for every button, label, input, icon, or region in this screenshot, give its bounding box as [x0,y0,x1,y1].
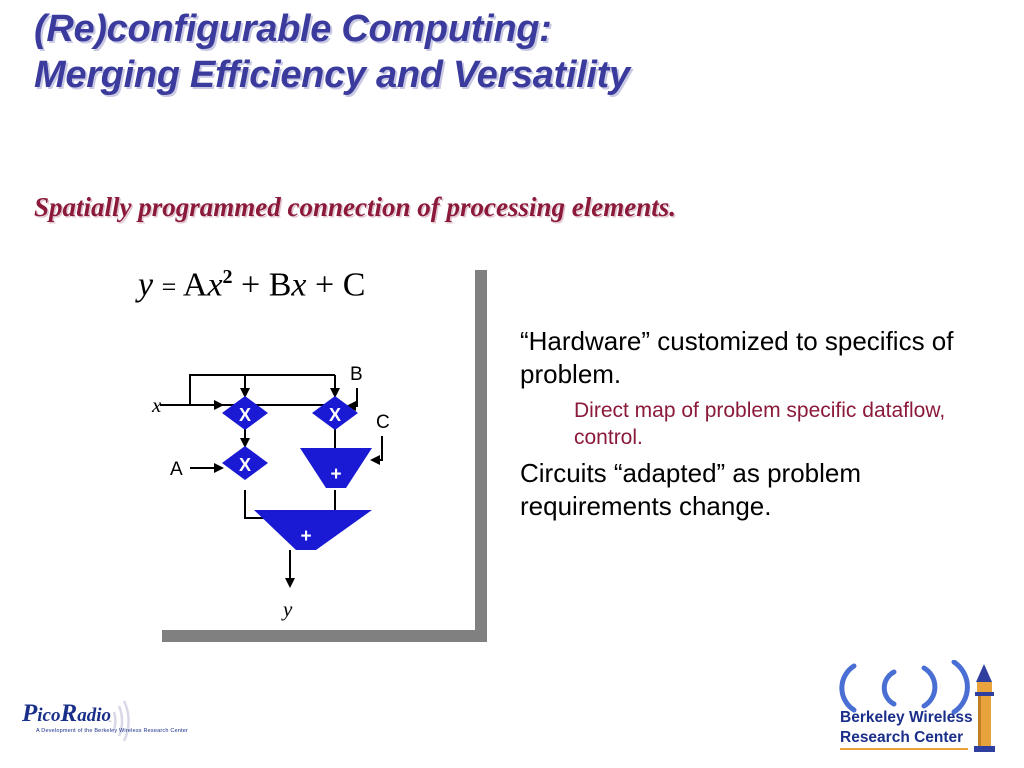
page-title-line1: (Re)configurable Computing: [34,8,552,50]
bullet-item-2: Direct map of problem specific dataflow, control. [574,399,946,449]
equation-term-b-coeff: B [268,266,292,304]
campanile-icon [974,664,995,752]
equation [138,266,478,326]
equation-plus-1: + [241,266,261,304]
picoradio-ico: ico [37,705,61,726]
equation-plus-2: + [315,266,335,304]
equation-term-a-exponent: 2 [222,266,233,288]
bullet-list [520,325,990,523]
equation-lhs: y [138,266,154,304]
diagram-input-c-label: C [376,412,390,433]
bwrc-line-1: Berkeley Wireless [840,709,973,726]
equation-term-a-coeff: A [182,266,208,304]
node-multiplier-1 [222,396,268,430]
equation-equals: = [161,272,177,302]
node-multiplier-3-label: X [238,455,252,475]
dataflow-diagram [150,328,475,628]
node-adder-1 [300,448,372,488]
bullet-item-3: Circuits “adapted” as problem requirements change. [520,458,862,521]
picoradio-tagline: A Development of the Berkeley Wireless Research Center [36,728,189,734]
page-title-line2: Merging Efficiency and Versatility [34,54,630,96]
picoradio-r: R [60,700,78,727]
diagram-input-b-label: B [350,364,363,385]
picoradio-p: P [22,700,38,727]
diagram-input-a-label: A [170,459,183,480]
bwrc-logo [832,660,1014,760]
page-subtitle: Spatially programmed connection of processing elements. [34,192,676,222]
page-title [34,6,894,98]
node-adder-2-label: + [300,526,312,547]
picoradio-adio: adio [77,705,111,726]
node-multiplier-3 [222,446,268,480]
node-multiplier-2-label: X [328,405,342,425]
bullet-item-1: “Hardware” customized to specifics of problem. [520,326,954,389]
bwrc-divider [840,748,968,750]
node-adder-1-label: + [330,464,342,485]
bwrc-wordmark [840,708,973,748]
node-adder-2 [254,510,372,550]
picoradio-wordmark [22,700,111,728]
node-multiplier-1-label: X [238,405,252,425]
equation-term-c: C [342,266,366,304]
node-multiplier-2 [312,396,358,430]
bwrc-line-2: Research Center [840,729,964,746]
equation-term-b-var: x [291,266,307,304]
picoradio-logo [18,694,189,750]
diagram-input-x-label: x [152,393,162,417]
diagram-output-y-label: y [283,597,293,621]
equation-term-a-var: x [207,266,223,304]
figure-panel [138,258,475,630]
